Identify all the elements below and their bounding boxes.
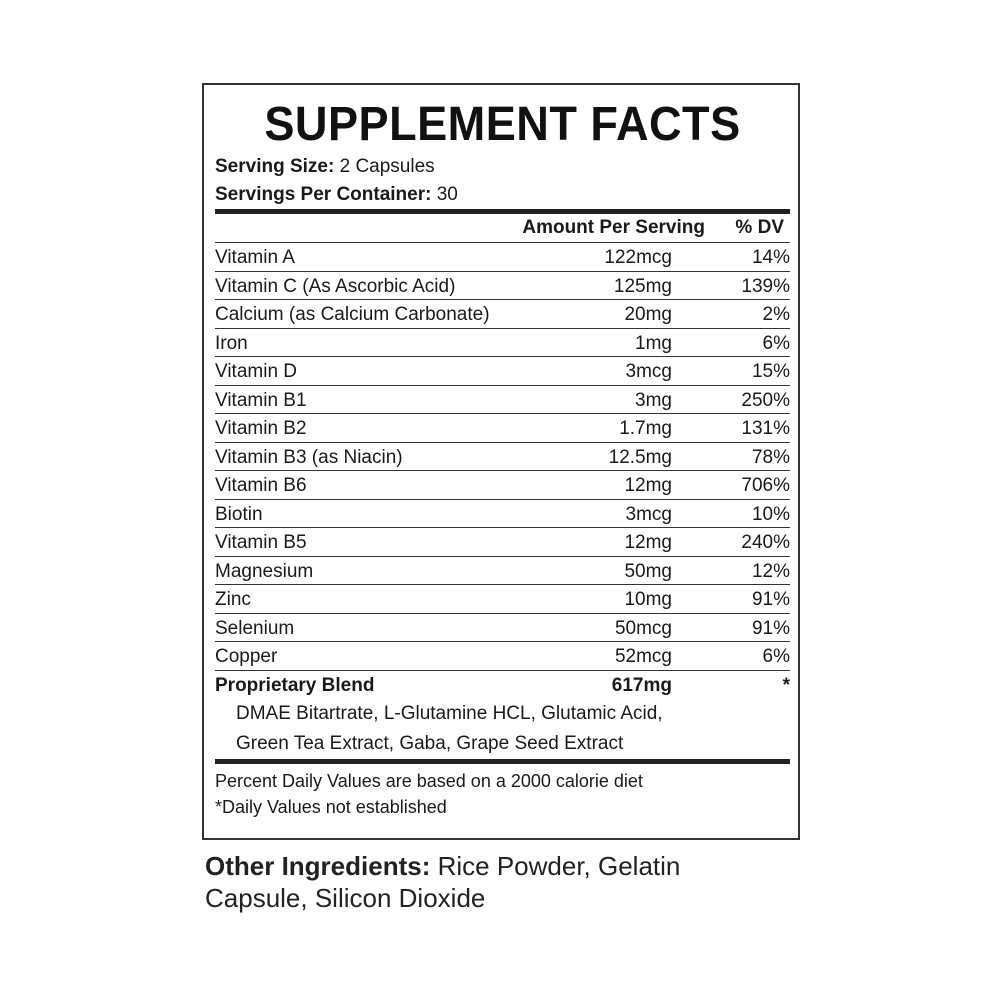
nutrient-row	[215, 557, 790, 586]
footnote-not-established: *Daily Values not established	[215, 797, 447, 817]
nutrient-amount: 12.5mg	[608, 446, 672, 468]
nutrient-row	[215, 585, 790, 614]
nutrient-row	[215, 500, 790, 529]
blend-ingredients	[215, 699, 790, 759]
nutrient-dv: 78%	[751, 446, 790, 468]
amount-column-header: Amount Per Serving	[522, 217, 705, 238]
nutrient-name: Vitamin B6	[215, 475, 307, 496]
nutrient-dv: 6%	[762, 332, 790, 354]
nutrient-row	[215, 443, 790, 472]
column-header-row	[215, 214, 790, 243]
nutrient-amount: 50mcg	[614, 617, 672, 639]
serving-size	[215, 153, 790, 181]
other-ingredients-value: Rice Powder, Gelatin Capsule, Silicon Dioxide	[205, 851, 681, 913]
nutrient-table	[215, 243, 790, 671]
nutrient-dv: 91%	[751, 589, 790, 610]
nutrient-dv: 15%	[751, 361, 790, 382]
nutrient-amount: 3mcg	[625, 503, 672, 525]
nutrient-dv: 2%	[762, 304, 790, 325]
nutrient-dv: 14%	[751, 247, 790, 268]
nutrient-row	[215, 386, 790, 415]
blend-dv: *	[782, 674, 790, 696]
nutrient-dv: 250%	[741, 389, 790, 411]
panel-title: SUPPLEMENT FACTS	[264, 98, 741, 151]
nutrient-amount: 12mg	[624, 532, 672, 553]
nutrient-row	[215, 357, 790, 386]
proprietary-blend-row	[215, 671, 790, 700]
nutrient-name: Vitamin D	[215, 361, 298, 382]
nutrient-name: Magnesium	[215, 560, 314, 582]
blend-name: Proprietary Blend	[215, 674, 375, 696]
nutrient-row	[215, 329, 790, 358]
panel-content	[215, 85, 790, 820]
nutrient-dv: 12%	[751, 560, 790, 582]
footnotes	[215, 764, 790, 820]
nutrient-amount: 3mg	[635, 389, 672, 411]
nutrient-dv: 706%	[741, 475, 790, 496]
nutrient-name: Selenium	[215, 617, 295, 639]
nutrient-row	[215, 300, 790, 329]
nutrient-name: Vitamin A	[215, 247, 295, 268]
nutrient-amount: 50mg	[624, 560, 672, 582]
nutrient-name: Calcium (as Calcium Carbonate)	[215, 304, 490, 325]
blend-ingredients-line2: Green Tea Extract, Gaba, Grape Seed Extract	[236, 733, 624, 754]
blend-amount: 617mg	[611, 674, 672, 696]
servings-label: Servings Per Container:	[215, 184, 432, 205]
nutrient-amount: 52mcg	[614, 646, 672, 667]
nutrient-dv: 240%	[741, 532, 790, 553]
nutrient-amount: 1mg	[635, 332, 672, 354]
nutrient-row	[215, 272, 790, 301]
servings-per-container	[215, 181, 790, 209]
serving-size-label: Serving Size:	[215, 156, 335, 177]
nutrient-name: Copper	[215, 646, 278, 667]
nutrient-amount: 122mcg	[604, 247, 672, 268]
nutrient-amount: 125mg	[613, 275, 672, 297]
nutrient-dv: 131%	[741, 418, 790, 439]
nutrient-row	[215, 471, 790, 500]
nutrient-name: Vitamin B2	[215, 418, 307, 439]
nutrient-amount: 10mg	[624, 589, 672, 610]
nutrient-row	[215, 243, 790, 272]
nutrient-dv: 10%	[751, 503, 790, 525]
nutrient-name: Vitamin C (As Ascorbic Acid)	[215, 275, 456, 297]
nutrient-name: Vitamin B1	[215, 389, 307, 411]
nutrient-dv: 139%	[741, 275, 790, 297]
serving-size-value: 2 Capsules	[339, 156, 435, 177]
nutrient-dv: 6%	[762, 646, 790, 667]
nutrient-name: Vitamin B3 (as Niacin)	[215, 446, 403, 468]
nutrient-amount: 12mg	[624, 475, 672, 496]
nutrient-row	[215, 528, 790, 557]
nutrient-name: Vitamin B5	[215, 532, 307, 553]
blend-ingredients-line1: DMAE Bitartrate, L-Glutamine HCL, Glutamic Acid,	[236, 703, 663, 724]
nutrient-amount: 1.7mg	[619, 418, 672, 439]
other-ingredients	[205, 850, 725, 914]
supplement-facts-panel	[202, 83, 800, 840]
nutrient-name: Iron	[215, 332, 248, 354]
nutrient-amount: 3mcg	[625, 361, 672, 382]
other-ingredients-label: Other Ingredients:	[205, 851, 431, 881]
nutrient-dv: 91%	[751, 617, 790, 639]
nutrient-row	[215, 414, 790, 443]
footnote-dv-basis: Percent Daily Values are based on a 2000 calorie diet	[215, 771, 643, 791]
nutrient-name: Biotin	[215, 503, 263, 525]
nutrient-row	[215, 642, 790, 671]
nutrient-amount: 20mg	[624, 304, 672, 325]
nutrient-row	[215, 614, 790, 643]
servings-value: 30	[436, 184, 458, 205]
dv-column-header: % DV	[735, 217, 784, 238]
nutrient-name: Zinc	[215, 589, 251, 610]
